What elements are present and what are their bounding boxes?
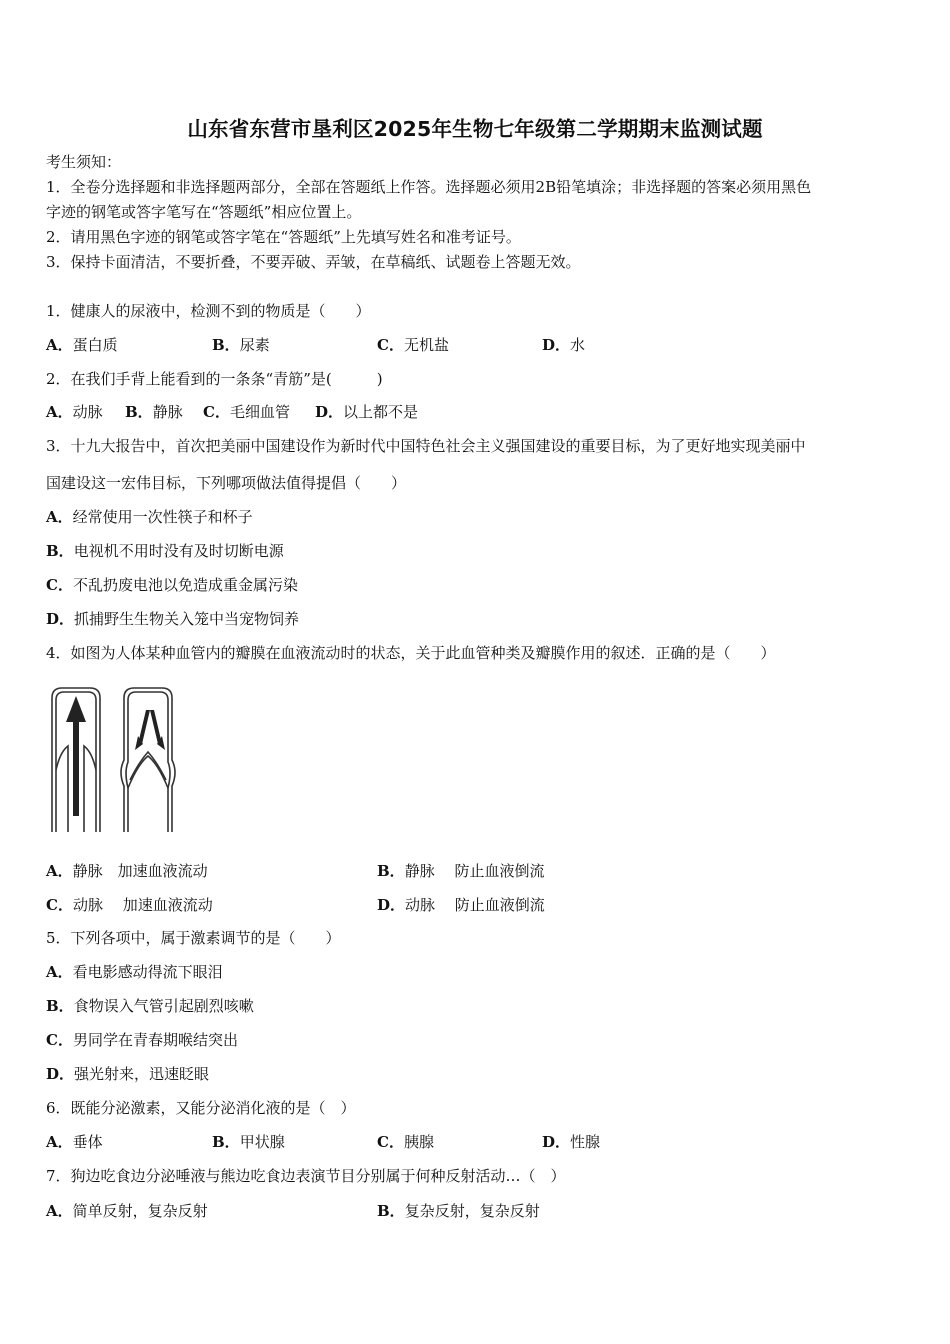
- option-text: 看电影感动得流下眼泪: [72, 963, 223, 981]
- option-key: C．: [203, 403, 230, 421]
- option-text: 男同学在青春期喉结突出: [72, 1031, 238, 1049]
- question-1-option-c[interactable]: [377, 335, 449, 355]
- question-6-option-d[interactable]: [542, 1132, 600, 1152]
- option-key: D．: [315, 403, 344, 421]
- option-key: B．: [377, 862, 405, 880]
- option-key: B．: [46, 542, 74, 560]
- question-6-stem: 6．既能分泌激素，又能分泌消化液的是（ ）: [46, 1099, 356, 1117]
- question-2-option-a[interactable]: [46, 402, 103, 422]
- question-2-option-b[interactable]: [125, 402, 183, 422]
- option-text: 甲状腺: [239, 1133, 285, 1151]
- question-3-option-b[interactable]: [46, 541, 284, 561]
- option-key: D．: [46, 610, 75, 628]
- question-5-stem: 5．下列各项中，属于激素调节的是（ ）: [46, 929, 341, 947]
- option-text: 垂体: [72, 1133, 103, 1151]
- notice-item: 字迹的钢笔或答字笔写在“答题纸”相应位置上。: [46, 203, 362, 221]
- option-text: 电视机不用时没有及时切断电源: [73, 542, 284, 560]
- option-key: D．: [542, 336, 571, 354]
- notice-heading: 考生须知：: [46, 153, 122, 171]
- option-key: A．: [46, 963, 73, 981]
- option-text: 毛细血管: [229, 403, 290, 421]
- question-4-option-a[interactable]: [46, 861, 208, 881]
- option-key: A．: [46, 403, 73, 421]
- question-1-stem: 1．健康人的尿液中，检测不到的物质是（ ）: [46, 302, 371, 320]
- option-text: 抓捕野生生物关入笼中当宠物饲养: [74, 610, 300, 628]
- question-7-option-b[interactable]: [377, 1201, 540, 1221]
- question-4-stem: 4．如图为人体某种血管内的瓣膜在血液流动时的状态，关于此血管种类及瓣膜作用的叙述．正确的是（ ）: [46, 644, 776, 662]
- question-4-option-b[interactable]: [377, 861, 544, 881]
- question-7-stem: 7．狗边吃食边分泌唾液与熊边吃食边表演节目分别属于何种反射活动…（ ）: [46, 1167, 566, 1185]
- option-text: 简单反射，复杂反射: [72, 1202, 208, 1220]
- question-3-option-a[interactable]: [46, 507, 253, 527]
- option-text: 静脉 防止血液倒流: [404, 862, 545, 880]
- question-2-option-d[interactable]: [315, 402, 418, 422]
- question-2-stem: 2．在我们手背上能看到的一条条“青筋”是( ): [46, 370, 383, 388]
- page-title: 山东省东营市垦利区2025年生物七年级第二学期期末监测试题: [187, 117, 763, 141]
- option-text: 动脉 防止血液倒流: [405, 896, 545, 914]
- question-3-stem: 国建设这一宏伟目标，下列哪项做法值得提倡（ ）: [46, 474, 407, 492]
- option-key: C．: [377, 1133, 404, 1151]
- question-1-option-a[interactable]: [46, 335, 118, 355]
- notice-item: 3．保持卡面清洁，不要折叠，不要弄破、弄皱，在草稿纸、试题卷上答题无效。: [46, 253, 581, 271]
- question-7-option-a[interactable]: [46, 1201, 208, 1221]
- question-3-option-c[interactable]: [46, 575, 298, 595]
- option-key: A．: [46, 508, 73, 526]
- option-key: D．: [46, 1065, 75, 1083]
- option-text: 动脉: [72, 403, 103, 421]
- question-1-option-b[interactable]: [212, 335, 270, 355]
- question-1-option-d[interactable]: [542, 335, 585, 355]
- question-2-option-c[interactable]: [203, 402, 290, 422]
- option-key: B．: [125, 403, 153, 421]
- option-text: 不乱扔废电池以免造成重金属污染: [72, 576, 298, 594]
- question-6-option-c[interactable]: [377, 1132, 434, 1152]
- option-text: 复杂反射，复杂反射: [404, 1202, 540, 1220]
- question-5-option-b[interactable]: [46, 996, 254, 1016]
- option-key: D．: [377, 896, 406, 914]
- question-4-option-d[interactable]: [377, 895, 545, 915]
- question-5-option-d[interactable]: [46, 1064, 209, 1084]
- option-key: A．: [46, 1133, 73, 1151]
- option-key: A．: [46, 336, 73, 354]
- option-text: 蛋白质: [72, 336, 118, 354]
- option-text: 静脉: [152, 403, 183, 421]
- option-text: 强光射来，迅速眨眼: [74, 1065, 210, 1083]
- question-3-stem: 3．十九大报告中，首次把美丽中国建设作为新时代中国特色社会主义强国建设的重要目标，为了更好地实现美丽中: [46, 437, 806, 455]
- option-key: B．: [46, 997, 74, 1015]
- option-key: C．: [46, 576, 73, 594]
- option-text: 食物误入气管引起剧烈咳嗽: [73, 997, 254, 1015]
- option-text: 无机盐: [403, 336, 449, 354]
- option-key: C．: [46, 896, 73, 914]
- question-5-option-a[interactable]: [46, 962, 223, 982]
- option-text: 静脉 加速血液流动: [72, 862, 208, 880]
- option-key: B．: [212, 336, 240, 354]
- question-3-option-d[interactable]: [46, 609, 299, 629]
- question-4-option-c[interactable]: [46, 895, 213, 915]
- option-text: 性腺: [570, 1133, 601, 1151]
- question-6-option-a[interactable]: [46, 1132, 103, 1152]
- blood-vessel-valve-figure: [46, 686, 176, 836]
- option-text: 以上都不是: [343, 403, 419, 421]
- option-key: A．: [46, 862, 73, 880]
- option-key: C．: [46, 1031, 73, 1049]
- option-text: 动脉 加速血液流动: [72, 896, 213, 914]
- option-key: B．: [212, 1133, 240, 1151]
- option-text: 尿素: [239, 336, 270, 354]
- option-text: 胰腺: [403, 1133, 434, 1151]
- option-key: D．: [542, 1133, 571, 1151]
- notice-item: 1．全卷分选择题和非选择题两部分，全部在答题纸上作答。选择题必须用2B铅笔填涂；非选择题的答案必须用黑色: [46, 178, 812, 196]
- question-5-option-c[interactable]: [46, 1030, 238, 1050]
- option-text: 经常使用一次性筷子和杯子: [72, 508, 253, 526]
- option-key: B．: [377, 1202, 405, 1220]
- option-key: A．: [46, 1202, 73, 1220]
- question-6-option-b[interactable]: [212, 1132, 285, 1152]
- option-key: C．: [377, 336, 404, 354]
- notice-item: 2．请用黑色字迹的钢笔或答字笔在“答题纸”上先填写姓名和准考证号。: [46, 228, 521, 246]
- option-text: 水: [570, 336, 586, 354]
